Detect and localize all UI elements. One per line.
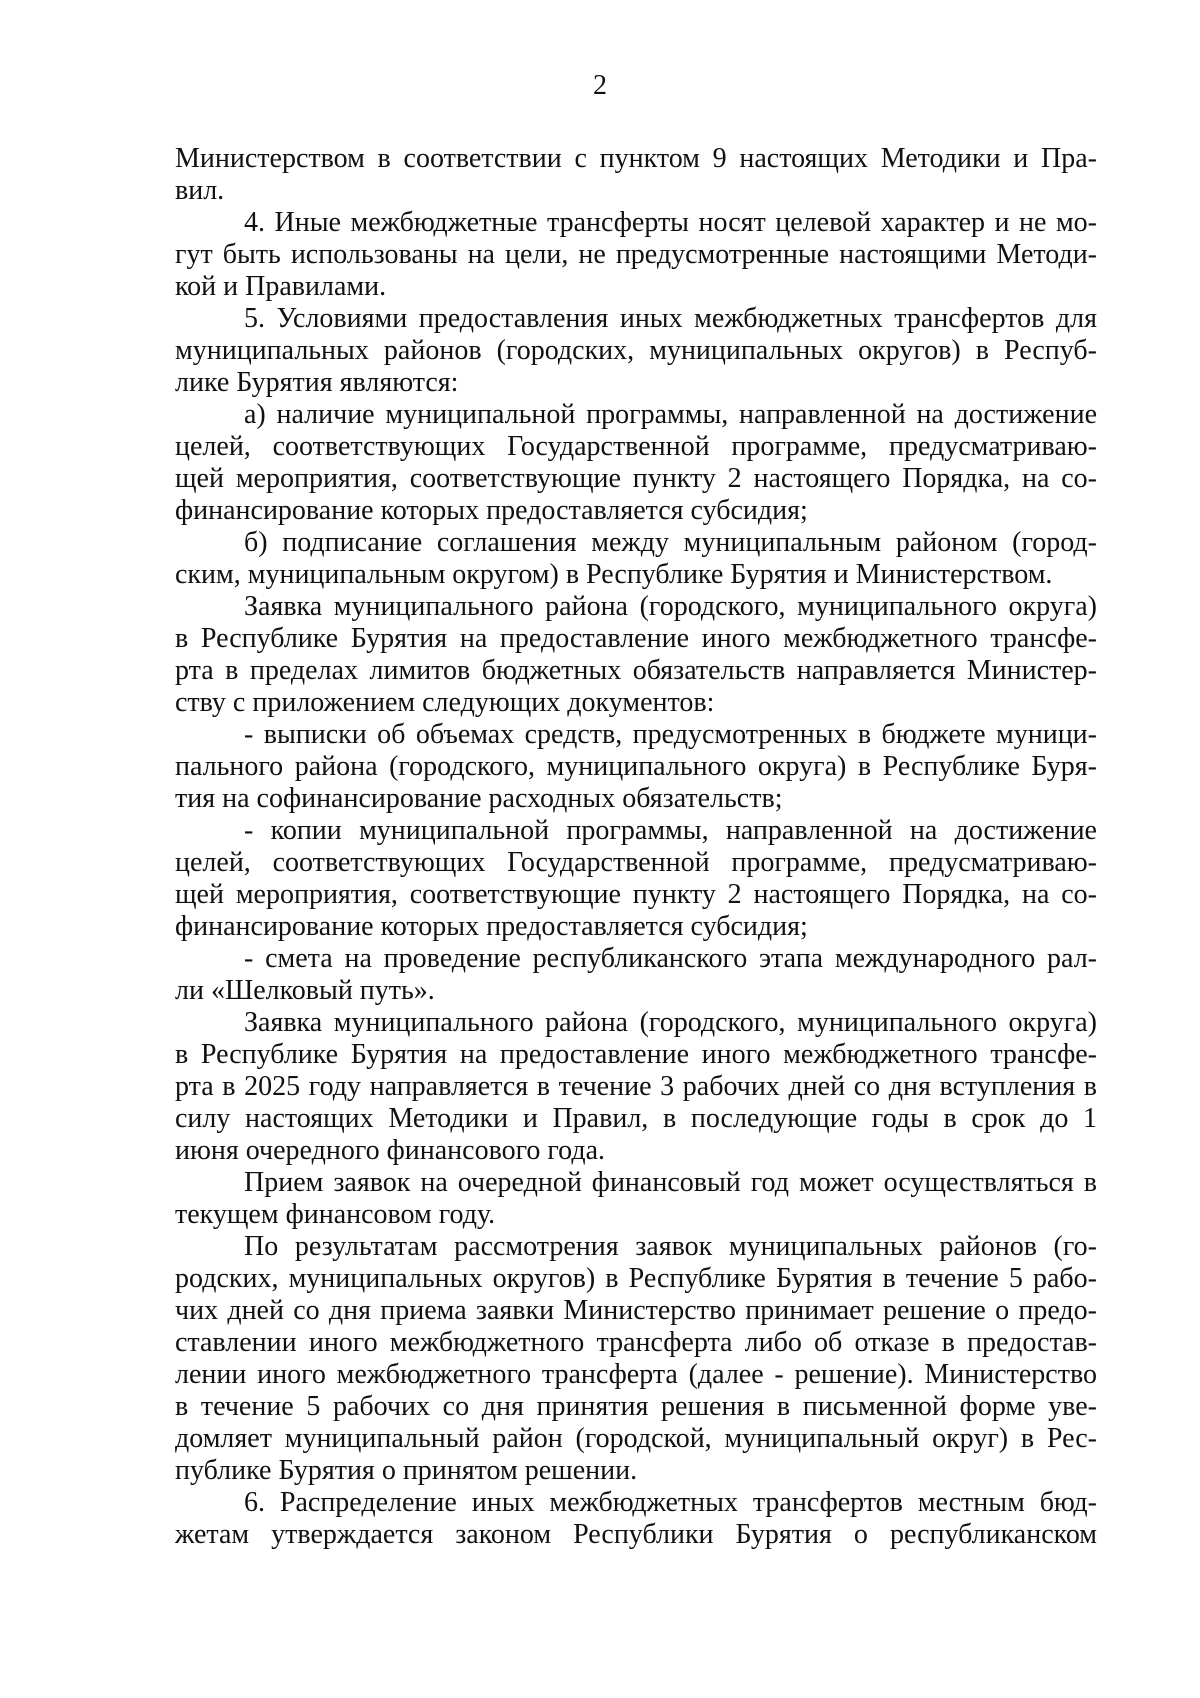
text-line: публике Бурятия о принятом решении. (175, 1455, 638, 1486)
text-line: 5. Условиями предоставления иных межбюджетных трансфертов для (244, 303, 1097, 334)
text-line: - копии муниципальной программы, направленной на достижение (244, 815, 1097, 846)
text-line: вил. (175, 175, 225, 206)
text-line: родских, муниципальных округов) в Республике Бурятия в течение 5 рабо- (175, 1263, 1097, 1294)
text-line: текущем финансовом году. (175, 1199, 496, 1230)
text-line: рта в 2025 году направляется в течение 3 рабочих дней со дня вступления в (175, 1071, 1097, 1102)
text-line: силу настоящих Методики и Правил, в последующие годы в срок до 1 (175, 1103, 1097, 1134)
text-line: финансирование которых предоставляется субсидия; (175, 911, 808, 942)
text-line: щей мероприятия, соответствующие пункту 2 настоящего Порядка, на со- (175, 463, 1097, 494)
text-line: рта в пределах лимитов бюджетных обязательств направляется Министер- (175, 655, 1097, 686)
text-line: в Республике Бурятия на предоставление иного межбюджетного трансфе- (175, 1039, 1097, 1070)
text-line: гут быть использованы на цели, не предусмотренные настоящими Методи- (175, 239, 1097, 270)
text-line: Министерством в соответствии с пунктом 9 настоящих Методики и Пра- (175, 143, 1097, 174)
text-line: б) подписание соглашения между муниципальным районом (город- (244, 527, 1097, 558)
text-line: целей, соответствующих Государственной программе, предусматриваю- (175, 431, 1097, 462)
text-line: 4. Иные межбюджетные трансферты носят целевой характер и не мо- (244, 207, 1097, 238)
text-line: ским, муниципальным округом) в Республике Бурятия и Министерством. (175, 559, 1053, 590)
text-line: ству с приложением следующих документов: (175, 687, 715, 718)
text-line: в течение 5 рабочих со дня принятия решения в письменной форме уве- (175, 1391, 1097, 1422)
text-line: целей, соответствующих Государственной программе, предусматриваю- (175, 847, 1097, 878)
text-line: лике Бурятия являются: (175, 367, 459, 398)
text-line: в Республике Бурятия на предоставление иного межбюджетного трансфе- (175, 623, 1097, 654)
text-line: июня очередного финансового года. (175, 1135, 606, 1166)
text-line: тия на софинансирование расходных обязательств; (175, 783, 783, 814)
text-line: Заявка муниципального района (городского, муниципального округа) (244, 1007, 1097, 1038)
text-line: - смета на проведение республиканского этапа международного рал- (244, 943, 1097, 974)
text-line: Прием заявок на очередной финансовый год может осуществляться в (244, 1167, 1097, 1198)
text-line: По результатам рассмотрения заявок муниципальных районов (го- (244, 1231, 1097, 1262)
text-line: лении иного межбюджетного трансферта (далее - решение). Министерство (175, 1359, 1097, 1390)
text-line: а) наличие муниципальной программы, направленной на достижение (244, 399, 1097, 430)
text-line: щей мероприятия, соответствующие пункту 2 настоящего Порядка, на со- (175, 879, 1097, 910)
text-line: чих дней со дня приема заявки Министерство принимает решение о предо- (175, 1295, 1097, 1326)
text-line: ли «Шелковый путь». (175, 975, 435, 1006)
document-body (175, 143, 1097, 1551)
text-line: домляет муниципальный район (городской, муниципальный округ) в Рес- (175, 1423, 1097, 1454)
text-line: ставлении иного межбюджетного трансферта либо об отказе в предостав- (175, 1327, 1097, 1358)
text-line: пального района (городского, муниципального округа) в Республике Буря- (175, 751, 1097, 782)
text-line: жетам утверждается законом Республики Бурятия о республиканском (175, 1519, 1097, 1550)
page-number: 2 (593, 70, 607, 101)
text-line: - выписки об объемах средств, предусмотренных в бюджете муници- (244, 719, 1097, 750)
text-line: 6. Распределение иных межбюджетных трансфертов местным бюд- (244, 1487, 1097, 1518)
text-line: муниципальных районов (городских, муниципальных округов) в Респуб- (175, 335, 1097, 366)
text-line: финансирование которых предоставляется субсидия; (175, 495, 808, 526)
text-line: кой и Правилами. (175, 271, 387, 302)
text-line: Заявка муниципального района (городского, муниципального округа) (244, 591, 1097, 622)
